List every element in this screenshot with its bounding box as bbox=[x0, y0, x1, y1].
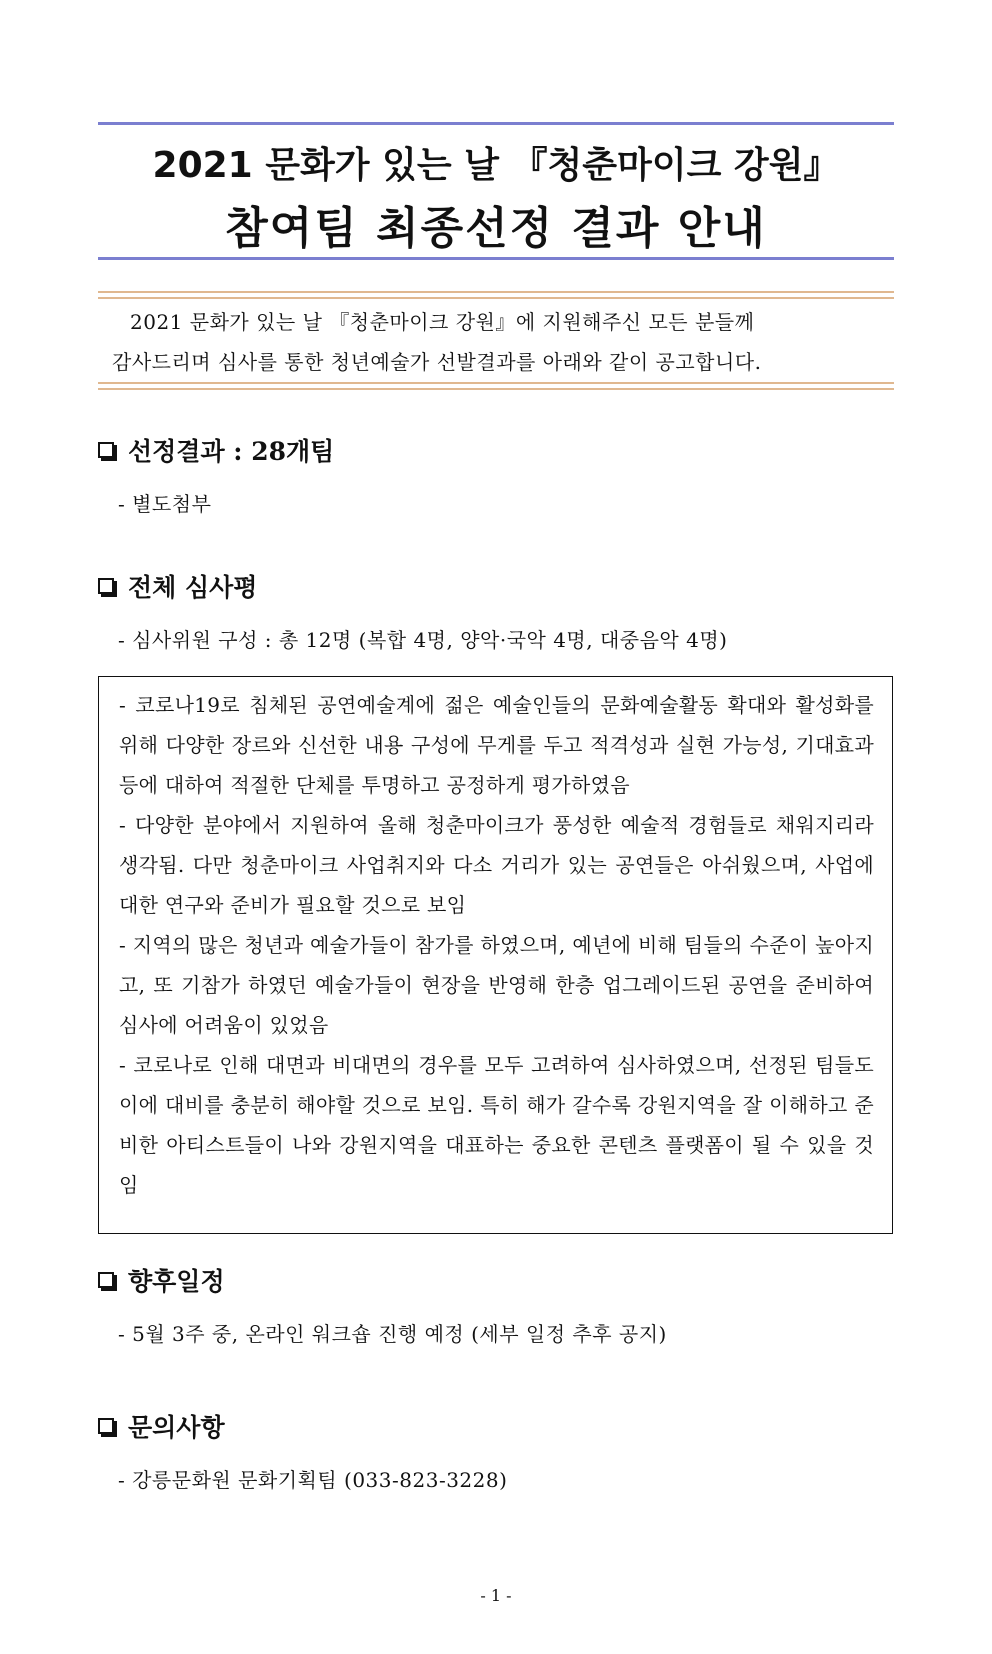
schedule-item: - 5월 3주 중, 온라인 워크숍 진행 예정 (세부 일정 추후 공지) bbox=[118, 1322, 667, 1346]
checkbox-icon bbox=[98, 578, 114, 594]
section-review-heading: 전체 심사평 bbox=[128, 573, 258, 602]
checkbox-icon bbox=[98, 1418, 114, 1434]
intro-top-rule-2 bbox=[98, 297, 894, 299]
review-paragraph-3: - 지역의 많은 청년과 예술가들이 참가를 하였으며, 예년에 비해 팀들의 수준이 높아지고, 또 기참가 하였던 예술가들이 현장을 반영해 한층 업그레이드된 공연을 준비하여 심사에 어려움이 있었음 bbox=[119, 933, 874, 1037]
title-top-rule bbox=[98, 122, 894, 125]
checkbox-icon bbox=[98, 1272, 114, 1288]
intro-bottom-rule-2 bbox=[98, 388, 894, 390]
section-contact bbox=[98, 1408, 225, 1444]
contact-item: - 강릉문화원 문화기획팀 (033-823-3228) bbox=[118, 1468, 508, 1492]
section-contact-heading: 문의사항 bbox=[128, 1413, 225, 1442]
section-schedule bbox=[98, 1262, 225, 1298]
review-committee: - 심사위원 구성 : 총 12명 (복합 4명, 양악·국악 4명, 대중음악 4명) bbox=[118, 628, 728, 652]
review-paragraph-4: - 코로나로 인해 대면과 비대면의 경우를 모두 고려하여 심사하였으며, 선정된 팀들도 이에 대비를 충분히 해야할 것으로 보임. 특히 해가 갈수록 강원지역을 잘 이해하고 준비한 아티스트들이 나와 강원지역을 대표하는 중요한 콘텐츠 플랫폼이 될 수 있을 것임 bbox=[119, 1053, 874, 1197]
intro-line-1: 2021 문화가 있는 날 『청춘마이크 강원』에 지원해주신 모든 분들께 bbox=[130, 310, 755, 334]
title-line-2: 참여팀 최종선정 결과 안내 bbox=[225, 203, 767, 254]
result-item: - 별도첨부 bbox=[118, 492, 212, 516]
intro-top-rule bbox=[98, 291, 894, 293]
section-schedule-heading: 향후일정 bbox=[128, 1267, 225, 1296]
checkbox-icon bbox=[98, 442, 114, 458]
title-bottom-rule bbox=[98, 257, 894, 260]
intro-bottom-rule bbox=[98, 382, 894, 384]
intro-line-2: 감사드리며 심사를 통한 청년예술가 선발결과를 아래와 같이 공고합니다. bbox=[112, 350, 762, 374]
page-number: - 1 - bbox=[480, 1586, 512, 1605]
review-box bbox=[98, 676, 893, 1234]
section-review bbox=[98, 568, 257, 604]
review-paragraph-2: - 다양한 분야에서 지원하여 올해 청춘마이크가 풍성한 예술적 경험들로 채워지리라 생각됨. 다만 청춘마이크 사업취지와 다소 거리가 있는 공연들은 아쉬웠으며, 사업에 대한 연구와 준비가 필요할 것으로 보임 bbox=[119, 813, 874, 917]
intro-paragraph bbox=[112, 302, 882, 382]
title-line-1: 2021 문화가 있는 날 『청춘마이크 강원』 bbox=[152, 145, 840, 186]
section-result bbox=[98, 432, 334, 468]
review-paragraph-1: - 코로나19로 침체된 공연예술계에 젊은 예술인들의 문화예술활동 확대와 활성화를 위해 다양한 장르와 신선한 내용 구성에 무게를 두고 적격성과 실현 가능성, 기대효과 등에 대하여 적절한 단체를 투명하고 공정하게 평가하였음 bbox=[119, 693, 874, 797]
section-result-heading: 선정결과 : 28개팀 bbox=[128, 437, 335, 466]
